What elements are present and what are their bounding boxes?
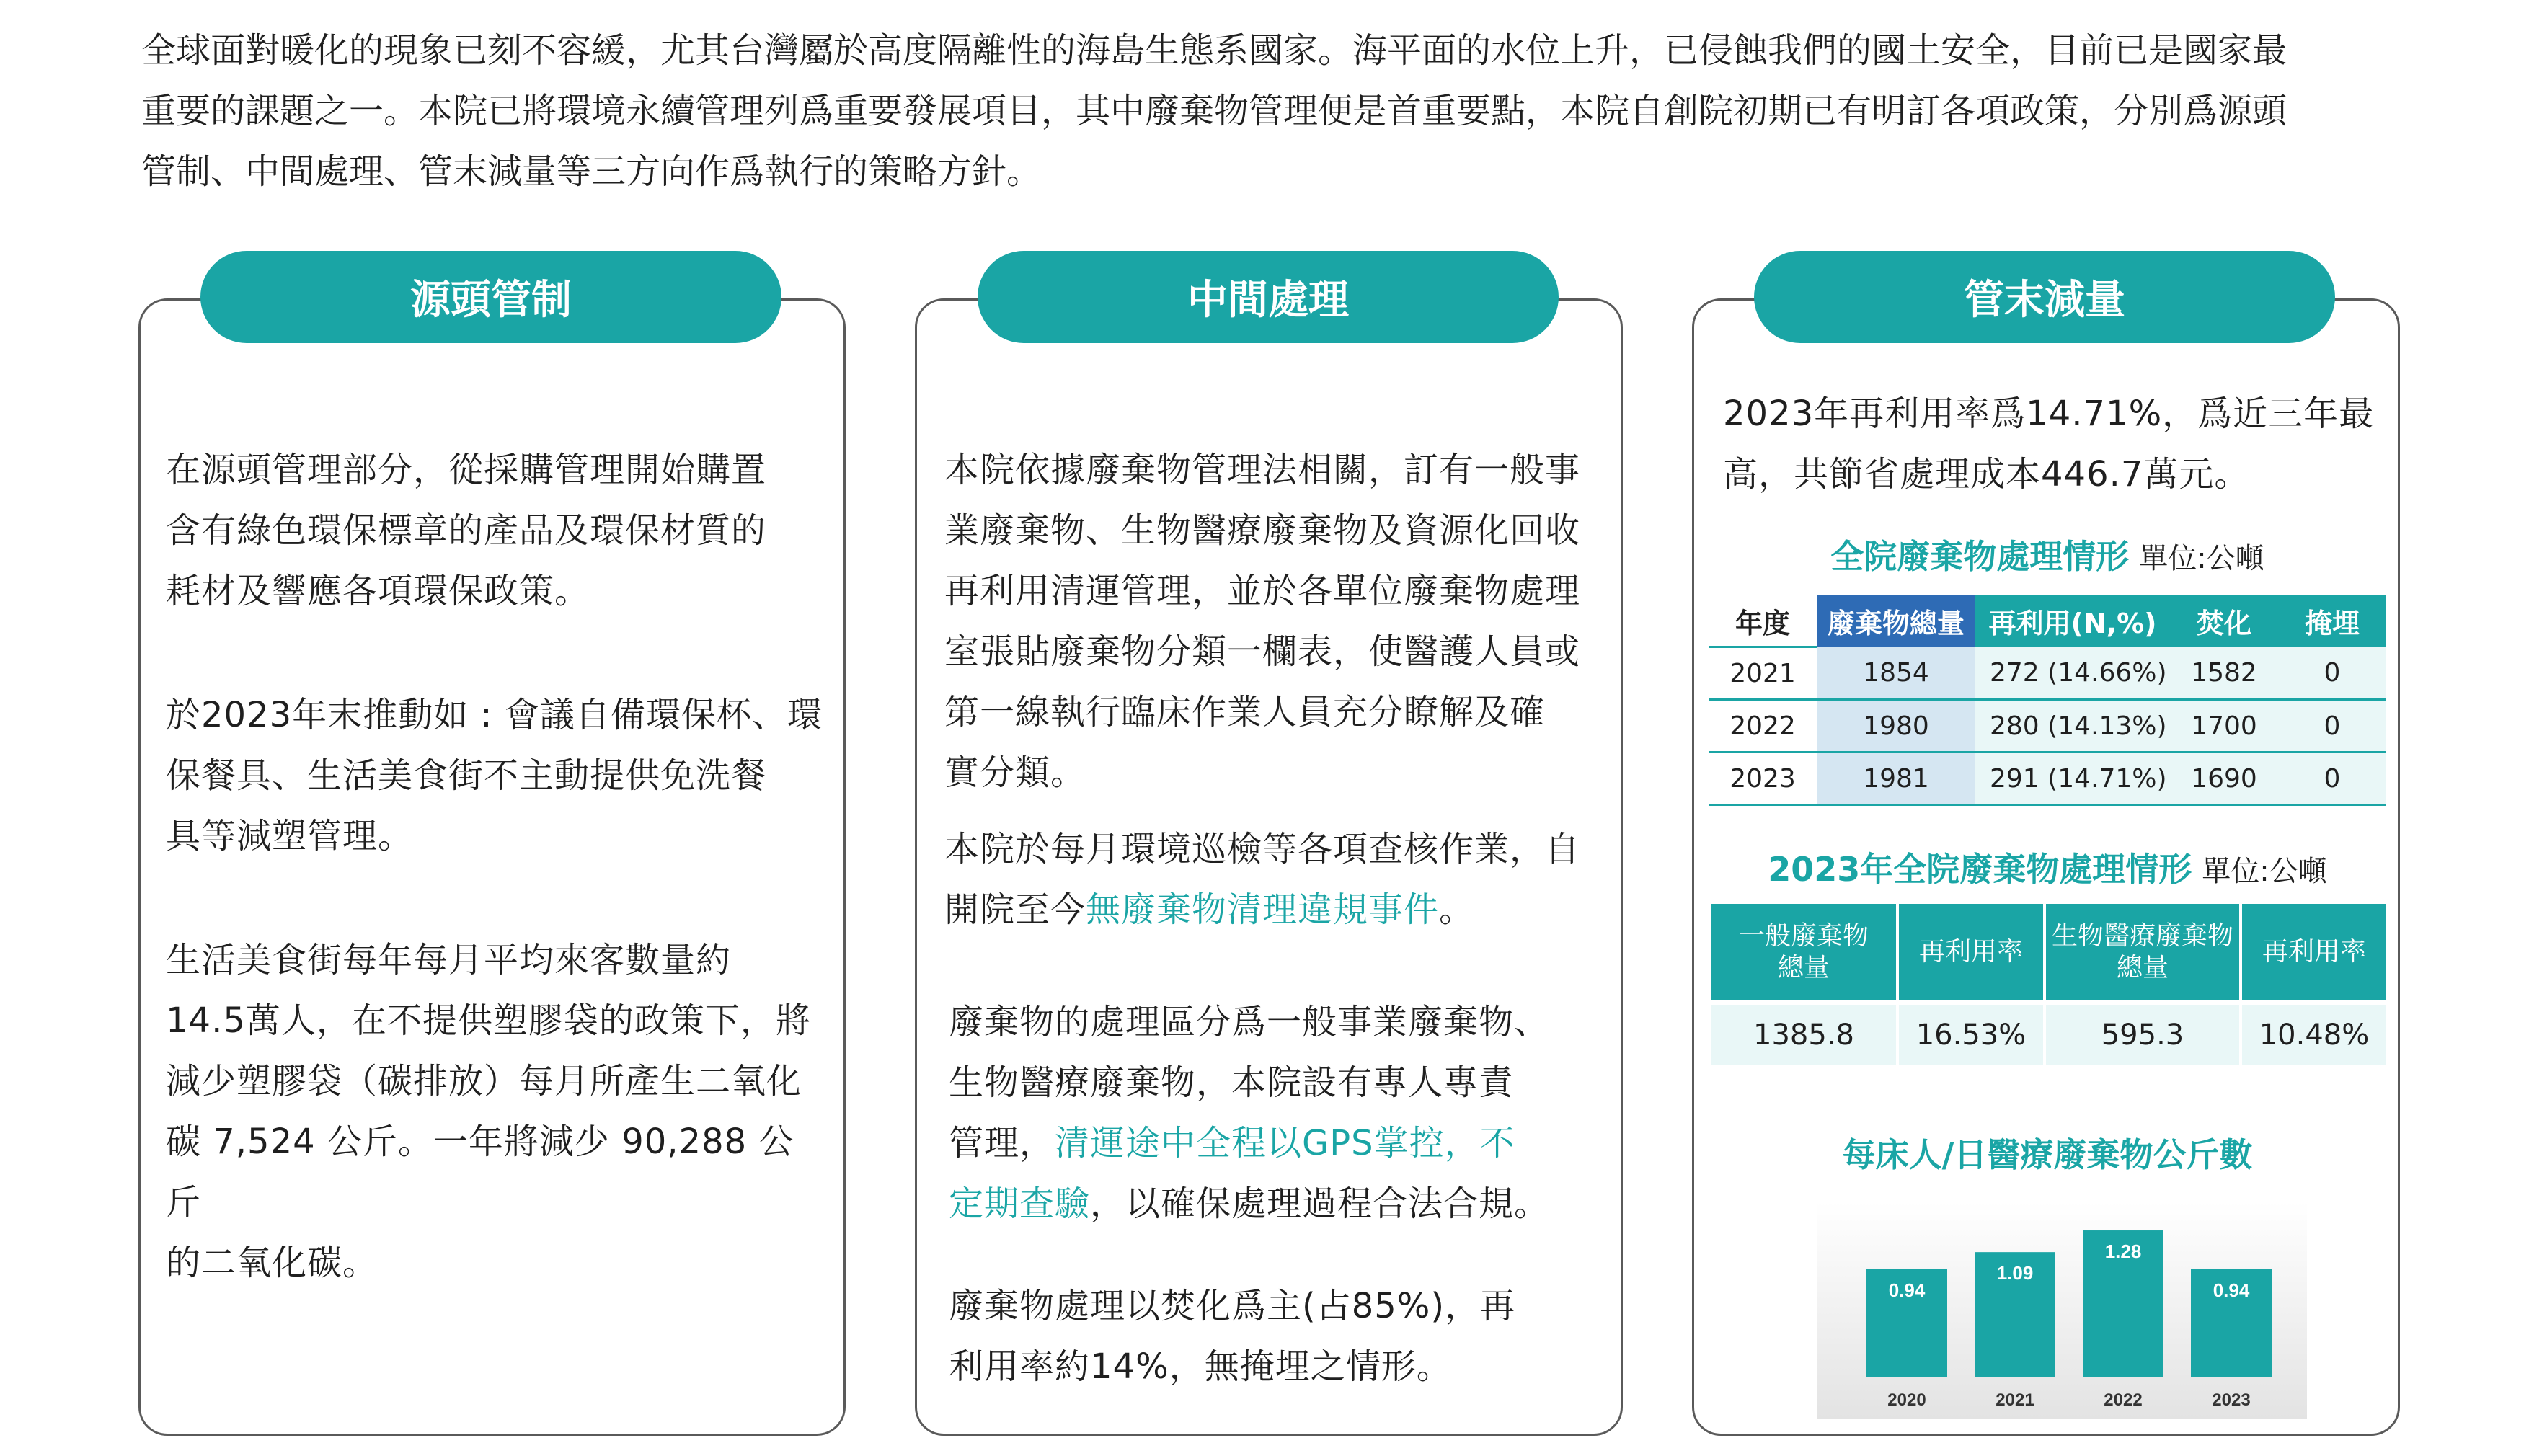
bar-chart-svg: [1817, 1202, 2307, 1419]
table-cell: 1690: [2170, 753, 2278, 805]
intermediate-paragraph-2: [944, 819, 1608, 940]
table-cell: 1981: [1817, 753, 1975, 805]
table-header-cell: [1711, 904, 1896, 1000]
text-line: [944, 879, 1608, 940]
table-cell: 16.53%: [1899, 1000, 2043, 1065]
chart-data-label: 1.28: [2104, 1240, 2142, 1263]
text-line: 本院於每月環境巡檢等各項查核作業，自: [944, 829, 1581, 869]
text-line: 業廢棄物、生物醫療廢棄物及資源化回收: [944, 510, 1581, 551]
table1-unit: 單位:公噸: [2139, 542, 2264, 575]
header-line: 生物醫療廢棄物: [2051, 921, 2233, 951]
table-header-cell: 年度: [1709, 595, 1817, 647]
source-control-paragraph-2: [166, 685, 829, 866]
chart-data-label: 1.09: [1996, 1262, 2034, 1284]
text-span: 。: [1439, 889, 1475, 930]
text-line: 具等減塑管理。: [166, 816, 414, 856]
chart-data-label: 0.94: [1888, 1279, 1926, 1301]
text-line: 生物醫療廢棄物，本院設有專人專責: [949, 1062, 1515, 1103]
table-cell: 2022: [1709, 700, 1817, 753]
source-control-paragraph-1: [166, 440, 829, 621]
intro-line: 管制、中間處理、管末減量等三方向作爲執行的策略方針。: [141, 151, 1042, 192]
intro-line: 重要的課題之一。本院已將環境永續管理列爲重要發展項目，其中廢棄物管理便是首重要點，本院自創院初期已有明訂各項政策，分別爲源頭: [141, 91, 2287, 131]
highlight-text: 清運途中全程以GPS掌控，不: [1055, 1123, 1515, 1163]
bar-chart: [1817, 1202, 2307, 1419]
text-line: 2023年再利用率爲14.71%，爲近三年最: [1723, 394, 2375, 434]
end-reduction-paragraph: [1723, 383, 2393, 505]
header-line: 總量: [1777, 953, 1830, 982]
table-row: [1711, 1000, 2386, 1065]
table-cell: 0: [2278, 700, 2386, 753]
text-line: 的二氧化碳。: [166, 1243, 378, 1283]
source-control-title: 源頭管制: [200, 251, 781, 343]
chart-tick-label: 2023: [2212, 1390, 2251, 1410]
text-span: 開院至今: [944, 889, 1086, 930]
table-cell: 291 (14.71%): [1975, 753, 2170, 805]
intro-line: 全球面對暖化的現象已刻不容緩，尤其台灣屬於高度隔離性的海島生態系國家。海平面的水位上升，已侵蝕我們的國土安全，目前已是國家最: [141, 30, 2287, 71]
chart-data-label: 0.94: [2213, 1279, 2250, 1301]
table-cell: 0: [2278, 753, 2386, 805]
text-line: [949, 1173, 1619, 1234]
intermediate-paragraph-3: [949, 992, 1619, 1234]
chart-title: 每床人/日醫療廢棄物公斤數: [1842, 1135, 2253, 1174]
table-cell: 1700: [2170, 700, 2278, 753]
table-cell: 10.48%: [2242, 1000, 2386, 1065]
chart-tick-label: 2020: [1887, 1390, 1926, 1410]
table-cell: 2021: [1709, 647, 1817, 700]
table1-title-text: 全院廢棄物處理情形: [1830, 537, 2130, 576]
text-line: 實分類。: [944, 753, 1086, 793]
text-line: 含有綠色環保標章的產品及環保材質的: [166, 510, 767, 551]
table-cell: 0: [2278, 647, 2386, 700]
intermediate-paragraph-1: [944, 440, 1608, 803]
table-cell: 1385.8: [1711, 1000, 1896, 1065]
table-header-cell: 焚化: [2170, 595, 2278, 647]
text-line: 利用率約14%，無掩埋之情形。: [949, 1346, 1452, 1387]
table-header-cell: 再利用率: [1899, 904, 2043, 1000]
text-line: 耗材及響應各項環保政策。: [166, 571, 590, 611]
intermediate-paragraph-4: [949, 1276, 1619, 1397]
table-cell: 1980: [1817, 700, 1975, 753]
text-line: 於2023年末推動如 : 會議自備環保杯、環: [166, 695, 823, 735]
intro-paragraph: [141, 20, 2391, 202]
table-header-cell: 掩埋: [2278, 595, 2386, 647]
source-control-paragraph-3: [166, 930, 829, 1293]
text-line: 減少塑膠袋（碳排放）每月所產生二氧化: [166, 1061, 802, 1101]
text-span: ，以確保處理過程合法合規。: [1090, 1184, 1550, 1224]
text-line: 室張貼廢棄物分類一欄表，使醫護人員或: [944, 631, 1581, 672]
text-line: 高，共節省處理成本446.7萬元。: [1723, 454, 2250, 494]
text-line: [949, 1113, 1619, 1173]
table-cell: 2023: [1709, 753, 1817, 805]
table-row: [1709, 647, 2386, 700]
table-header-cell: [2046, 904, 2239, 1000]
text-line: 廢棄物的處理區分爲一般事業廢棄物、: [949, 1002, 1550, 1042]
table-row: [1709, 753, 2386, 805]
text-line: 第一線執行臨床作業人員充分瞭解及確: [944, 692, 1546, 732]
table-header-cell: 再利用率: [2242, 904, 2386, 1000]
table1-title: [1709, 531, 2386, 578]
text-line: 碳 7,524 公斤。一年將減少 90,288 公斤: [166, 1122, 794, 1222]
text-line: 本院依據廢棄物管理法相關，訂有一般事: [944, 450, 1581, 490]
table-header-cell: 再利用(N,%): [1975, 595, 2170, 647]
table-header-cell: 廢棄物總量: [1817, 595, 1975, 647]
end-reduction-title: 管末減量: [1754, 251, 2335, 343]
waste-2023-table: [1709, 904, 2389, 1065]
highlight-text: 無廢棄物清理違規事件: [1086, 889, 1440, 930]
table-cell: 272 (14.66%): [1975, 647, 2170, 700]
table-header-row: [1711, 904, 2386, 1000]
text-line: 14.5萬人，在不提供塑膠袋的政策下，將: [166, 1000, 811, 1041]
text-line: 在源頭管理部分，從採購管理開始購置: [166, 450, 767, 490]
text-span: 管理，: [949, 1123, 1055, 1163]
waste-treatment-table: [1709, 595, 2386, 806]
table-row: [1709, 700, 2386, 753]
table2-title: [1709, 843, 2386, 891]
table-cell: 1582: [2170, 647, 2278, 700]
header-line: 一般廢棄物: [1738, 921, 1869, 951]
intermediate-title: 中間處理: [978, 251, 1559, 343]
highlight-text: 定期查驗: [949, 1184, 1091, 1224]
table-cell: 1854: [1817, 647, 1975, 700]
chart-tick-label: 2022: [2104, 1390, 2143, 1410]
table2-title-text: 2023年全院廢棄物處理情形: [1768, 850, 2192, 889]
text-line: 生活美食街每年每月平均來客數量約: [166, 940, 732, 980]
chart-tick-label: 2021: [1996, 1390, 2034, 1410]
text-line: 保餐具、生活美食街不主動提供免洗餐: [166, 755, 767, 796]
table-cell: 280 (14.13%): [1975, 700, 2170, 753]
header-line: 總量: [2116, 953, 2169, 982]
text-line: 廢棄物處理以焚化爲主(占85%)，再: [949, 1286, 1516, 1326]
text-line: 再利用清運管理，並於各單位廢棄物處理: [944, 571, 1581, 611]
table2-unit: 單位:公噸: [2202, 855, 2327, 888]
table-cell: 595.3: [2046, 1000, 2239, 1065]
table-header-row: [1709, 595, 2386, 647]
